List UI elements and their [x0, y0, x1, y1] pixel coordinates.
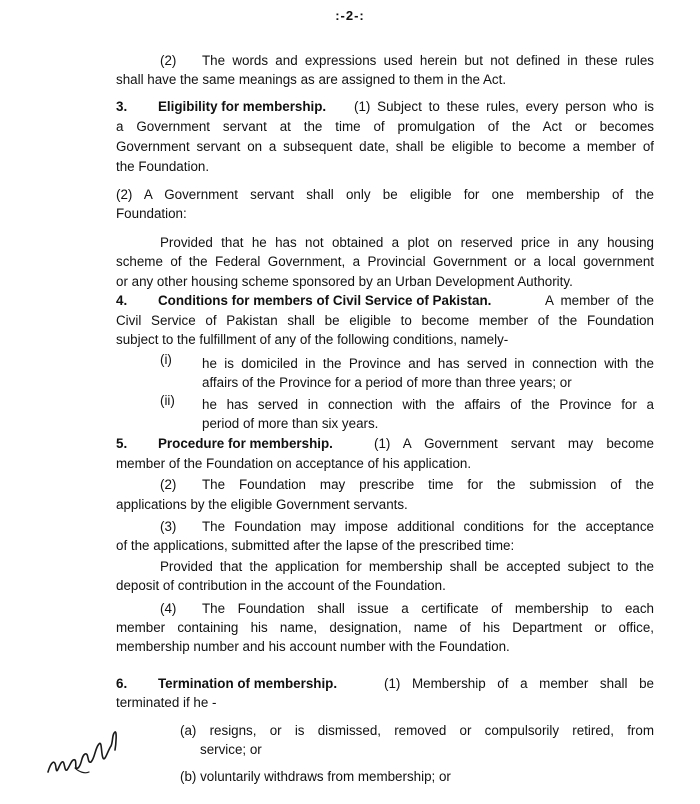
- para-number: (4): [160, 601, 177, 616]
- para-text: the Foundation.: [116, 159, 210, 174]
- section-number: 3.: [116, 99, 128, 114]
- handwritten-signature: [45, 728, 125, 784]
- section-heading: Eligibility for membership.: [158, 99, 327, 114]
- section-heading: Conditions for members of Civil Service of Pakistan.: [158, 293, 492, 308]
- para-number: (2): [160, 53, 177, 68]
- para-text: shall have the same meanings as are assigned to them in the Act.: [116, 72, 507, 87]
- clause-number: (ii): [160, 393, 175, 408]
- clause-text: service; or: [200, 742, 262, 757]
- para-text: member of the Foundation on acceptance of his application.: [116, 456, 472, 471]
- para-text: subject to the fulfillment of any of the following conditions, namely-: [116, 332, 509, 347]
- section-heading: Procedure for membership.: [158, 436, 333, 451]
- para-text: Foundation:: [116, 206, 187, 221]
- clause-text: period of more than six years.: [202, 416, 379, 431]
- section-number: 6.: [116, 676, 128, 691]
- para-text: Government servant on a subsequent date, shall be eligible to become a member of: [116, 139, 654, 154]
- para-text: (1) Membership of a member shall be: [384, 676, 654, 691]
- section-number: 5.: [116, 436, 128, 451]
- clause-text: he has served in connection with the affairs of the Province for a: [202, 397, 654, 412]
- proviso-text: deposit of contribution in the account of the Foundation.: [116, 578, 446, 593]
- para-text: member containing his name, designation, name of his Department or office,: [116, 620, 654, 635]
- para-text: membership number and his account number with the Foundation.: [116, 639, 510, 654]
- page-number: :-2-:: [335, 8, 365, 23]
- clause-number: (i): [160, 352, 172, 367]
- para-text: of the applications, submitted after the lapse of the prescribed time:: [116, 538, 515, 553]
- para-text: Civil Service of Pakistan shall be eligible to become member of the Foundation: [116, 313, 654, 328]
- section-number: 4.: [116, 293, 128, 308]
- para-text: (1) Subject to these rules, every person who is: [354, 99, 654, 114]
- proviso-text: or any other housing scheme sponsored by an Urban Development Authority.: [116, 274, 573, 289]
- para-text: The words and expressions used herein but not defined in these rules: [202, 53, 654, 68]
- para-number: (2): [160, 477, 177, 492]
- para-number: (3): [160, 519, 177, 534]
- proviso-text: Provided that the application for membership shall be accepted subject to the: [160, 559, 654, 574]
- clause-text: (b) voluntarily withdraws from membership; or: [180, 769, 451, 784]
- proviso-text: Provided that he has not obtained a plot on reserved price in any housing: [160, 235, 654, 250]
- para-text: The Foundation shall issue a certificate of membership to each: [202, 601, 654, 616]
- clause-text: he is domiciled in the Province and has served in connection with the: [202, 356, 654, 371]
- para-text: (1) A Government servant may become: [374, 436, 654, 451]
- proviso-text: scheme of the Federal Government, a Provincial Government or a local government: [116, 254, 654, 269]
- para-text: (2) A Government servant shall only be eligible for one membership of the: [116, 187, 654, 202]
- para-text: applications by the eligible Government servants.: [116, 497, 408, 512]
- clause-text: affairs of the Province for a period of more than three years; or: [202, 375, 572, 390]
- para-text: The Foundation may impose additional conditions for the acceptance: [202, 519, 654, 534]
- para-text: The Foundation may prescribe time for the submission of the: [202, 477, 654, 492]
- clause-text: (a) resigns, or is dismissed, removed or compulsorily retired, from: [180, 723, 654, 738]
- para-text: terminated if he -: [116, 695, 217, 710]
- para-text: a Government servant at the time of promulgation of the Act or becomes: [116, 119, 654, 134]
- section-heading: Termination of membership.: [158, 676, 338, 691]
- para-text: A member of the: [545, 293, 654, 308]
